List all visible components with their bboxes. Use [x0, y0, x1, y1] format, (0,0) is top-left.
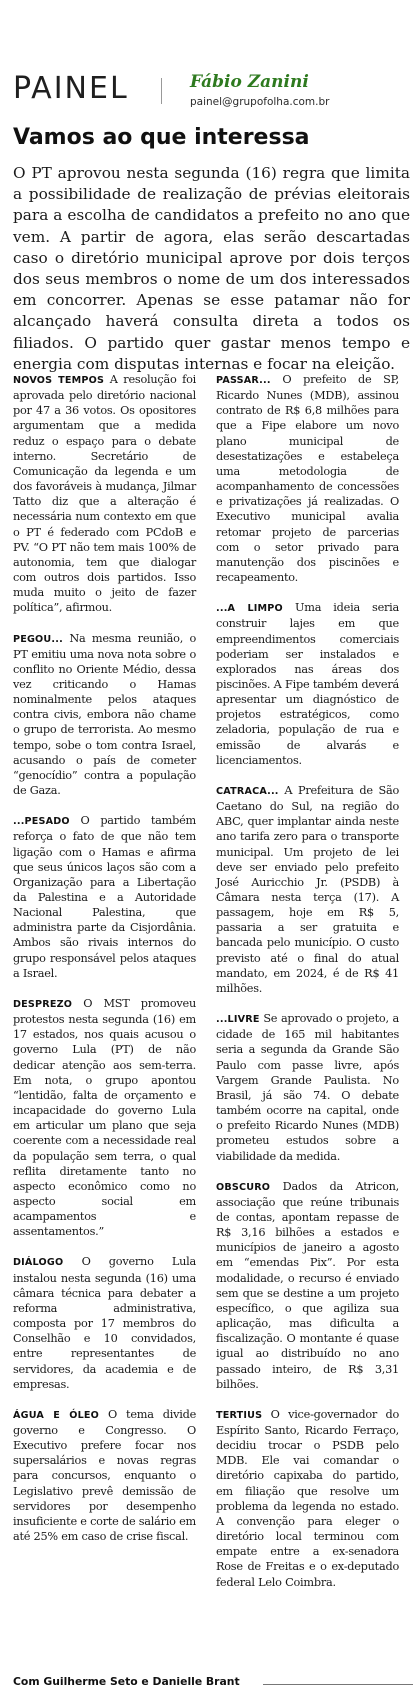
note-text: A resolução foi aprovada pelo diretório nacional por 47 a 36 votos. Os opositores argumentam que a medida reduz o espaço para o debate interno. Secretário de Comunicação da legenda e um dos favoráveis à mudança, Jilmar Tatto diz que a alteração é necessária num contexto em que o PT é federado com PCdoB e PV. “O PT não tem mais 100% de autonomia, tem que dialogar com outros dois partidos. Isso muda muito o jeito de fazer política”, afirmou.	[13, 373, 197, 615]
note-text: O vice-governador do Espírito Santo, Ricardo Ferraço, decidiu trocar o PSDB pelo MDB. Ele vai comandar o diretório capixaba do partido, em filiação que resolve um problema da legenda no estado. A convenção para eleger o diretório local terminou com empate entre a ex-senadora Rose de Freitas e o ex-deputado federal Lelo Coimbra.	[216, 1407, 400, 1589]
note-text: O MST promoveu protestos nesta segunda (16) em 17 estados, nos quais acusou o governo Lula (PT) de não dedicar atenção aos sem-terra. Em nota, o grupo apontou “lentidão, falta de orçamento e incapacidade do governo Lula em articular um plano que seja coerente com a necessidade real da população sem terra, o qual reflita diretamente tanto no aspecto econômico como no aspecto social em acampamentos e assentamentos.”	[13, 996, 197, 1239]
note-kicker: TERTIUS	[216, 1409, 263, 1421]
note-livre	[216, 1011, 399, 1164]
note-kicker: ÁGUA E ÓLEO	[13, 1409, 99, 1421]
note-kicker: ...PESADO	[13, 816, 70, 828]
masthead	[13, 72, 413, 112]
left-column	[13, 372, 196, 1559]
note-kicker: OBSCURO	[216, 1181, 271, 1193]
note-passar	[216, 372, 399, 585]
note-agua-e-oleo	[13, 1407, 196, 1544]
note-kicker: DIÁLOGO	[13, 1257, 64, 1269]
note-kicker: ...A LIMPO	[216, 603, 283, 615]
note-desprezo	[13, 996, 196, 1240]
note-text: Na mesma reunião, o PT emitiu uma nova nota sobre o conflito no Oriente Médio, dessa vez criticando o Hamas nominalmente pelos ataques contra civis, embora não chame o grupo de terrorista. Ao mesmo tempo, sobe o tom contra Israel, acusando o país de cometer “genocídio” contra a população de Gaza.	[13, 631, 196, 798]
note-text: Uma ideia seria construir lajes em que empreendimentos comerciais poderiam ser instalados e explorados nas áreas dos piscinões. A Fipe também deverá apresentar um diagnóstico de projetos estratégicos, como zeladoria, população de rua e emissão de alvarás e licenciamentos.	[216, 601, 400, 767]
note-text: A Prefeitura de São Caetano do Sul, na região do ABC, quer implantar ainda neste ano tarifa zero para o transporte municipal. Um projeto de lei deve ser enviado pelo prefeito José Auricchio Jr. (PSDB) à Câmara nesta terça (17). A passagem, hoje em R$ 5, passaria a ser gratuita e bancada pelo município. O custo previsto até o final do atual mandato, em 2024, é de R$ 41 milhões.	[216, 783, 399, 995]
note-novos-tempos	[13, 372, 196, 616]
headline: Vamos ao que interessa	[13, 125, 310, 150]
note-kicker: CATRACA...	[216, 785, 279, 797]
credit-text: Com Guilherme Seto e Danielle Brant	[13, 1675, 240, 1688]
note-kicker: PEGOU...	[13, 633, 63, 645]
note-text: O governo Lula instalou nesta segunda (16) uma câmara técnica para debater a reforma administrativa, composta por 17 membros do Conselhão e 10 convidados, entre representantes de servidores, da academia e de empresas.	[13, 1255, 196, 1391]
note-text: O partido também reforça o fato de que não tem ligação com o Hamas e afirma que seus únicos laços são com a Organização para a Libertação da Palestina e a Autoridade Nacional Palestina, que administra parte da Cisjordânia. Ambos são rivais internos do grupo responsável pelos ataques a Israel.	[13, 814, 196, 980]
note-a-limpo	[216, 600, 399, 768]
note-pegou	[13, 631, 196, 799]
note-text: Se aprovado o projeto, a cidade de 165 mil habitantes seria a segunda da Grande São Paulo com passe livre, após Vargem Grande Paulista. No Brasil, já são 74. O debate também ocorre na capital, onde o prefeito Ricardo Nunes (MDB) prometeu estudos sobre a viabilidade da medida.	[216, 1012, 399, 1163]
note-kicker: PASSAR...	[216, 375, 271, 386]
lede-paragraph: O PT aprovou nesta segunda (16) regra que limita a possibilidade de realização de prévias eleitorais para a escolha de candidatos a prefeito no ano que vem. A partir de agora, elas serão descartadas caso o diretório municipal aprove por dois terços dos seus membros o nome de um dos interessados em concorrer. Apenas se esse patamar não for alcançado haverá consulta direta a todos os filiados. O partido quer gastar menos tempo e energia com disputas internas e focar na eleição.	[13, 164, 410, 373]
note-text: O tema divide governo e Congresso. O Executivo prefere focar nos supersalários e novas regras para concursos, enquanto o Legislativo prevê demissão de servidores por desempenho insuficiente e corte de salário em até 25% em caso de crise fiscal.	[13, 1407, 197, 1544]
note-kicker: DESPREZO	[13, 998, 73, 1010]
right-column	[216, 372, 399, 1605]
note-text: Dados da Atricon, associação que reúne tribunais de contas, apontam repasse de R$ 3,16 bilhões a estados e municípios de janeiro a agosto em “emendas Pix”. Por esta modalidade, o recurso é enviado sem que se destine a um projeto específico, o que agiliza sua aplicação, mas dificulta a fiscalização. O montante é quase igual ao distribuído no ano passado inteiro, de R$ 3,31 bilhões.	[216, 1179, 399, 1391]
note-pesado	[13, 813, 196, 981]
byline-credit	[13, 1674, 413, 1692]
note-kicker: NOVOS TEMPOS	[13, 375, 105, 386]
note-text: O prefeito de SP, Ricardo Nunes (MDB), assinou contrato de R$ 6,8 milhões para que a Fipe elabore um novo plano municipal de desestatizações e estabeleça uma metodologia de acompanhamento de concessões e privatizações já realizadas. O Executivo municipal avalia retomar projeto de parcerias com o setor privado para manutenção dos piscinões e recapeamento.	[216, 373, 400, 585]
masthead-divider	[161, 78, 162, 104]
note-dialogo	[13, 1254, 196, 1391]
note-kicker: ...LIVRE	[216, 1014, 260, 1026]
author-name: Fábio Zanini	[190, 72, 309, 92]
section-name: PAINEL	[13, 71, 129, 106]
note-tertius	[216, 1407, 399, 1590]
credit-rule	[263, 1684, 413, 1685]
note-catraca	[216, 783, 399, 996]
note-obscuro	[216, 1179, 399, 1392]
author-email: painel@grupofolha.com.br	[190, 96, 330, 108]
